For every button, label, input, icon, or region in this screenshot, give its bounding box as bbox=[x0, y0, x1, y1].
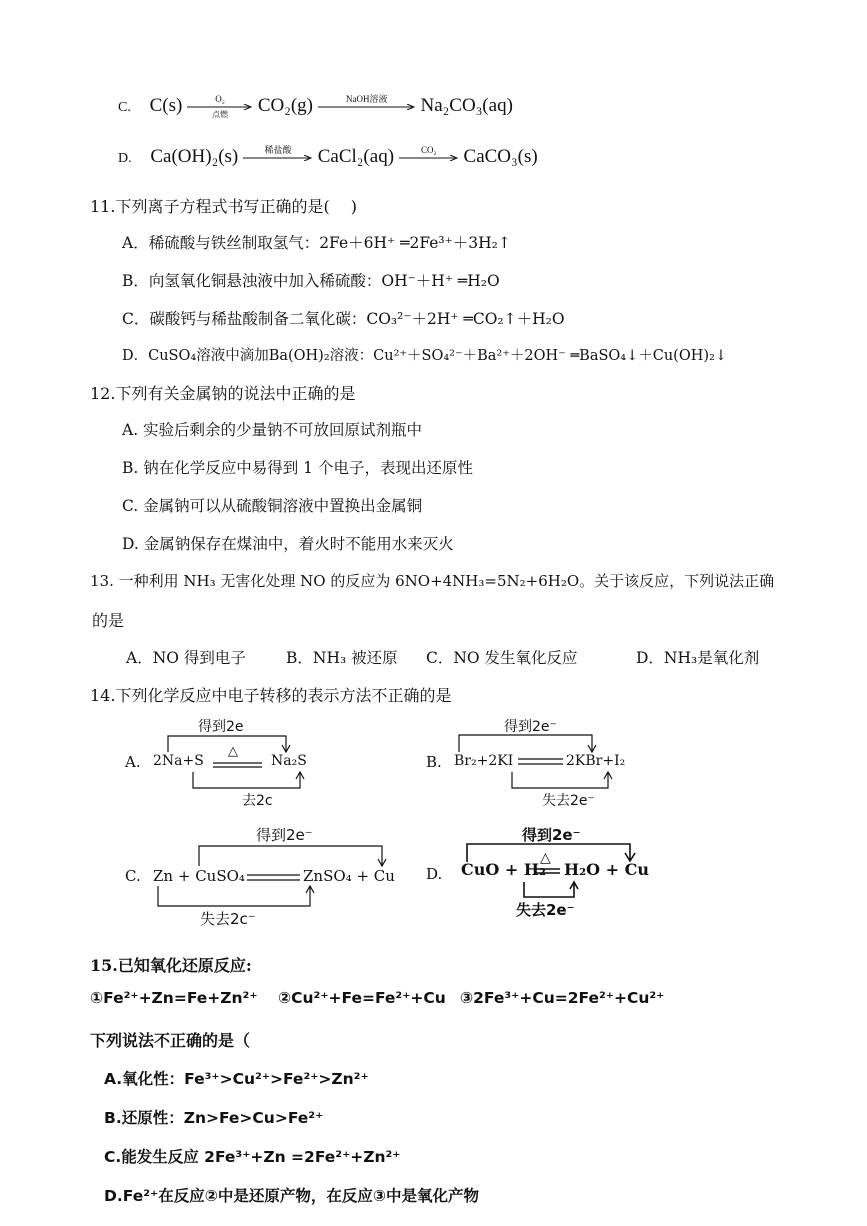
q14-d-left: CuO + H₂ bbox=[461, 860, 546, 879]
q10-option-d bbox=[118, 145, 538, 170]
q10-d-arrow2 bbox=[399, 145, 459, 170]
q11-option-c: C．碳酸钙与稀盐酸制备二氧化碳：CO₃²⁻＋2H⁺ ═CO₂↑＋H₂O bbox=[122, 310, 565, 328]
q10-c-arrow1-top: O₂ bbox=[215, 94, 225, 104]
q10-c-substance3: Na₂CO₃(aq) bbox=[420, 94, 513, 116]
q15-option-a: A.氧化性：Fe³⁺>Cu²⁺>Fe²⁺>Zn²⁺ bbox=[104, 1070, 369, 1088]
q15-option-d: D.Fe²⁺在反应②中是还原产物，在反应③中是氧化产物 bbox=[104, 1187, 479, 1205]
q13-option-a: A．NO 得到电子 bbox=[126, 649, 246, 667]
q12-option-c: C. 金属钠可以从硫酸铜溶液中置换出金属铜 bbox=[122, 497, 423, 515]
q12-option-b: B. 钠在化学反应中易得到 1 个电子，表现出还原性 bbox=[122, 459, 473, 477]
q10-c-label: C. bbox=[118, 99, 131, 115]
q13-stem-line1: 13. 一种利用 NH₃ 无害化处理 NO 的反应为 6NO+4NH₃=5N₂+6H₂O。关于该反应，下列说法正确 bbox=[90, 572, 775, 590]
q14-d-right: H₂O + Cu bbox=[564, 860, 649, 879]
q14-a-delta: △ bbox=[228, 744, 238, 759]
q14-a-loss: 去2c bbox=[242, 793, 273, 809]
q10-d-arrow1 bbox=[243, 145, 313, 170]
q10-d-arrow1-top: 稀盐酸 bbox=[264, 145, 292, 155]
q10-c-substance2: CO₂(g) bbox=[257, 94, 314, 116]
q13-option-c: C．NO 发生氧化反应 bbox=[426, 649, 578, 667]
q14-stem: 14.下列化学反应中电子转移的表示方法不正确的是 bbox=[90, 686, 452, 705]
q14-c-left: Zn + CuSO₄ bbox=[153, 867, 245, 885]
q14-a-label: A. bbox=[125, 753, 141, 771]
q14-d-label: D. bbox=[426, 865, 443, 883]
q13-option-b: B．NH₃ 被还原 bbox=[286, 649, 398, 667]
q14-c-label: C. bbox=[125, 867, 141, 885]
q15-reaction-2: ②Cu²⁺+Fe=Fe²⁺+Cu bbox=[278, 989, 446, 1007]
q14-b-left: Br₂+2KI bbox=[454, 753, 514, 769]
q14-c-gain: 得到2e⁻ bbox=[256, 826, 313, 844]
q10-c-arrow1-bottom: 点燃 bbox=[212, 110, 229, 119]
q12-option-d: D. 金属钠保存在煤油中，着火时不能用水来灭火 bbox=[122, 535, 454, 553]
q11-option-b: B．向氢氧化铜悬浊液中加入稀硫酸：OH⁻＋H⁺ ═H₂O bbox=[122, 272, 500, 290]
q10-option-c bbox=[118, 94, 513, 119]
q14-b-loss: 失去2e⁻ bbox=[542, 793, 595, 809]
q13-option-d: D．NH₃是氧化剂 bbox=[636, 649, 760, 667]
q14-b-gain: 得到2e⁻ bbox=[504, 719, 557, 735]
q10-c-substance1: C(s) bbox=[149, 94, 183, 116]
q11-stem: 11.下列离子方程式书写正确的是( ) bbox=[90, 197, 358, 216]
q15-option-b: B.还原性：Zn>Fe>Cu>Fe²⁺ bbox=[104, 1109, 324, 1127]
q15-subquestion: 下列说法不正确的是（ bbox=[90, 1031, 251, 1050]
q14-b-right: 2KBr+I₂ bbox=[566, 753, 626, 769]
q14-a-right: Na₂S bbox=[271, 753, 307, 769]
q11-option-a: A．稀硫酸与铁丝制取氢气：2Fe＋6H⁺ ═2Fe³⁺＋3H₂↑ bbox=[122, 234, 511, 252]
q10-d-arrow2-top: CO₂ bbox=[420, 145, 437, 155]
q14-c-loss: 失去2c⁻ bbox=[200, 910, 256, 928]
q10-d-substance2: CaCl₂(aq) bbox=[317, 145, 395, 167]
q15-option-c: C.能发生反应 2Fe³⁺+Zn =2Fe²⁺+Zn²⁺ bbox=[104, 1148, 401, 1166]
q14-a-left: 2Na+S bbox=[153, 753, 204, 769]
q10-d-label: D. bbox=[118, 150, 132, 166]
q14-d-loss: 失去2e⁻ bbox=[516, 901, 575, 919]
q15-reaction-3: ③2Fe³⁺+Cu=2Fe²⁺+Cu²⁺ bbox=[460, 989, 665, 1007]
q15-stem: 15.已知氧化还原反应: bbox=[90, 956, 252, 975]
q14-c-right: ZnSO₄ + Cu bbox=[303, 867, 395, 885]
q14-b-label: B. bbox=[426, 753, 442, 771]
q14-d-delta: △ bbox=[540, 850, 551, 866]
q14-a-gain: 得到2e bbox=[198, 719, 244, 735]
q10-c-arrow1 bbox=[187, 94, 253, 119]
q15-reaction-1: ①Fe²⁺+Zn=Fe+Zn²⁺ bbox=[90, 989, 258, 1007]
q10-c-arrow2-top: NaOH溶液 bbox=[346, 94, 388, 104]
q14-d-gain: 得到2e⁻ bbox=[522, 826, 581, 844]
q12-option-a: A. 实验后剩余的少量钠不可放回原试剂瓶中 bbox=[122, 421, 423, 439]
q10-d-substance1: Ca(OH)₂(s) bbox=[150, 145, 239, 167]
q11-option-d: D．CuSO₄溶液中滴加Ba(OH)₂溶液：Cu²⁺＋SO₄²⁻＋Ba²⁺＋2OH⁻ ═BaSO₄↓＋Cu(OH)₂↓ bbox=[122, 348, 727, 364]
q13-stem-line2: 的是 bbox=[92, 611, 125, 630]
q12-stem: 12.下列有关金属钠的说法中正确的是 bbox=[90, 384, 356, 403]
q10-d-substance3: CaCO₃(s) bbox=[463, 145, 538, 167]
q10-c-arrow2 bbox=[318, 94, 416, 119]
